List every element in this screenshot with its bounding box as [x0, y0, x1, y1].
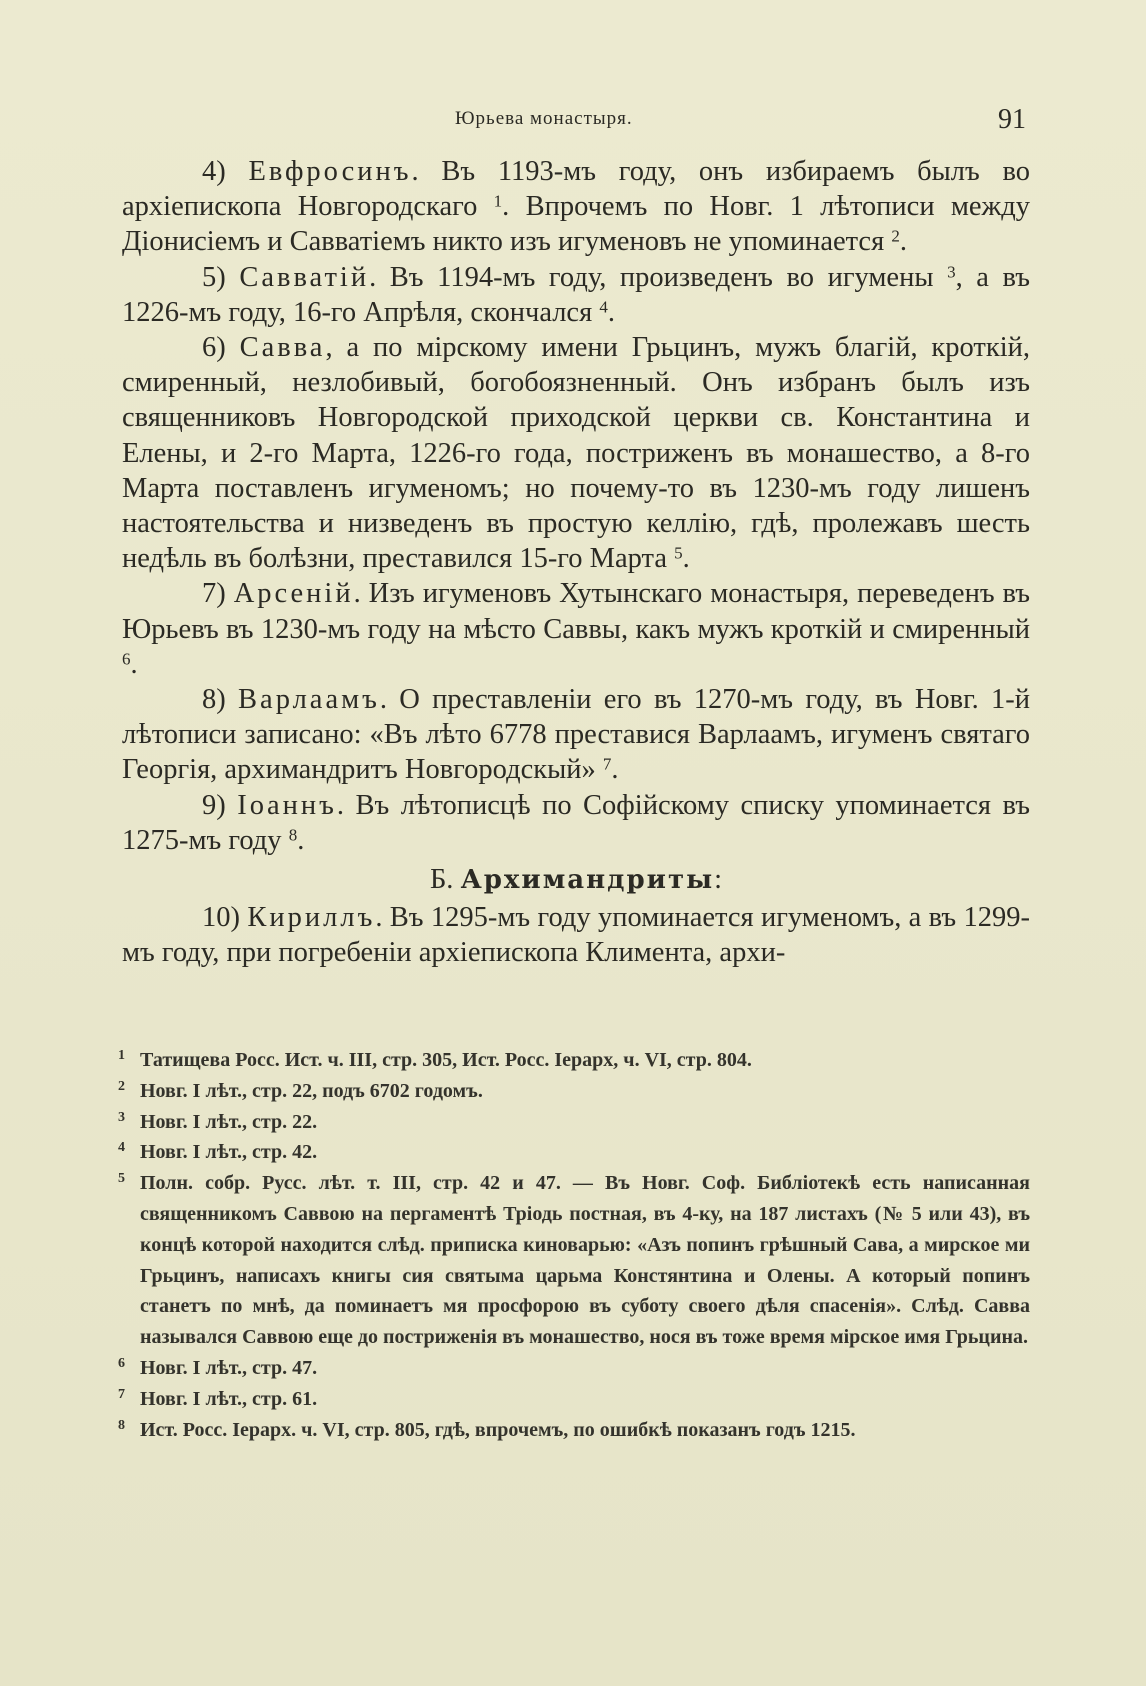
footnote-mark: 8: [118, 1417, 125, 1433]
footnote-text: Татищева Росс. Ист. ч. III, стр. 305, Ист. Росс. Іерарх, ч. VI, стр. 804.: [140, 1049, 752, 1071]
running-title: Юрьева монастыря.: [455, 108, 633, 129]
footnote-mark: 1: [118, 1048, 125, 1063]
footnote-ref: 4: [599, 297, 608, 317]
footnote-ref: 7: [602, 754, 612, 774]
footnote-text: Новг. I лѣт., стр. 22, подъ 6702 годомъ.: [140, 1079, 483, 1102]
entry-text: , а по мірскому имени Грьцинъ, мужъ благій, кроткій, смиренный, незлобивый, богобоязненный. Онъ избранъ былъ изъ священниковъ Новгородской приходской церкви св. Константина и Елены, и 2-го Марта, 1226-го года, постриженъ въ монашество, а 8-го Марта поставленъ игуменомъ; но почему-то въ 1230-мъ году лишенъ настоятельства и низведенъ въ простую келлію, гдѣ, пролежавъ шесть недѣль въ болѣзни, преставился 15-го Марта: [122, 332, 1031, 575]
entry-name: Евфросинъ: [248, 156, 412, 187]
footnote-text: Новг. I лѣт., стр. 42.: [140, 1141, 318, 1164]
footnote-mark: 2: [118, 1078, 125, 1094]
footnote-text: Полн. собр. Русс. лѣт. т. III, стр. 42 и 47. — Въ Новг. Соф. Библіотекѣ есть написанная священникомъ Саввою на пергаментѣ Тріодь постная, въ 4-ку, на 187 листахъ (№ 5 или 43), въ концѣ которой находится слѣд. приписка киноварью: «Азъ попинъ грѣшный Сава, а мирское ми Грьцинъ, написахъ книгы сия святыма царьма Констянтина и Олены. А который попинъ станетъ по мнѣ, да поминаетъ мя просфорою въ суботу своего дѣля спасенія». Слѣд. Савва назывался Саввою еще до постриженія въ монашество, нося въ тоже время мірское имя Грьцина.: [140, 1172, 1030, 1349]
entry-paragraph: [122, 330, 1030, 576]
main-text: [122, 154, 1030, 971]
entry-number: 5): [202, 261, 226, 293]
entry-text: . Въ 1193-мъ году, онъ избираемъ былъ во архіепископа Новгородскаго: [122, 156, 1030, 223]
footnote: [118, 1137, 1030, 1168]
footnote: [118, 1353, 1030, 1384]
entry-name: Варлаамъ: [238, 684, 380, 716]
entry-text: .: [899, 226, 907, 258]
entry-number: 10): [202, 902, 240, 934]
entry-text: . Въ 1295-мъ году упоминается игуменомъ, а въ 1299-мъ году, при погребеніи архіепископа Климента, архи-: [122, 902, 1031, 969]
entry-text: . О преставленіи его въ 1270-мъ году, въ Новг. 1-й лѣтописи записано: «Въ лѣто 6778 преставися Варлаамъ, игуменъ святаго Георгія, архимандритъ Новгородскый»: [122, 684, 1031, 786]
footnote: [118, 1168, 1030, 1353]
footnote-mark: 7: [118, 1386, 125, 1402]
entry-paragraph: [122, 682, 1030, 788]
footnote-text: Новг. I лѣт., стр. 47.: [140, 1356, 318, 1379]
entry-text: . Изъ игуменовъ Хутынскаго монастыря, переведенъ въ Юрьевъ въ 1230-мъ году на мѣсто Саввы, какъ мужъ кроткій и смиренный: [122, 578, 1031, 645]
footnote-mark: 4: [118, 1140, 125, 1156]
footnote-mark: 6: [118, 1355, 125, 1371]
entry-number: 4): [202, 156, 226, 187]
entry-number: 7): [202, 578, 226, 610]
entry-paragraph: [122, 576, 1030, 682]
entry-name: Кириллъ: [247, 902, 376, 934]
page-number: 91: [998, 104, 1026, 135]
footnotes: [118, 1045, 1030, 1445]
entry-number: 6): [202, 332, 226, 364]
footnote: [118, 1045, 1030, 1076]
entry-text: . Впрочемъ по Новг. 1 лѣтописи между Діонисіемъ и Савватіемъ никто изъ игуменовъ не упоминается: [122, 191, 1030, 258]
entry-text: .: [611, 754, 619, 786]
entry-name: Савва: [239, 332, 326, 364]
entry-paragraph: [122, 788, 1030, 858]
entry-paragraph: [122, 900, 1030, 970]
footnote-mark: 5: [118, 1171, 125, 1187]
footnote-text: Ист. Росс. Іерарх. ч. VI, стр. 805, гдѣ, впрочемъ, по ошибкѣ показанъ годъ 1215.: [140, 1418, 856, 1441]
entry-text: .: [297, 824, 305, 856]
entry-text: . Въ лѣтописцѣ по Софійскому списку упоминается въ 1275-мъ году: [122, 789, 1031, 856]
entry-paragraph: [122, 154, 1030, 260]
entry-paragraph: [122, 260, 1030, 330]
footnote: [118, 1384, 1030, 1415]
entry-number: 9): [202, 789, 226, 821]
footnote-ref: 1: [493, 191, 503, 211]
footnote-mark: 3: [118, 1109, 125, 1125]
entry-number: 8): [202, 684, 226, 716]
footnote-ref: 2: [891, 226, 900, 246]
section-prefix: Б.: [429, 864, 461, 896]
entry-name: Іоаннъ: [237, 789, 337, 821]
entry-text: .: [607, 296, 615, 328]
entry-name: Савватій: [239, 261, 370, 293]
footnote-text: Новг. I лѣт., стр. 22.: [140, 1110, 318, 1133]
section-title: Архимандриты: [460, 865, 715, 896]
footnote-ref: 8: [288, 825, 298, 845]
footnote-ref: 5: [674, 543, 683, 563]
footnote-ref: 6: [122, 649, 131, 669]
entry-text: .: [130, 648, 138, 680]
footnote-ref: 3: [947, 262, 956, 282]
footnote: [118, 1415, 1030, 1446]
footnote: [118, 1107, 1030, 1138]
footnote: [118, 1076, 1030, 1107]
footnote-text: Новг. I лѣт., стр. 61.: [140, 1387, 318, 1410]
entry-text: . Въ 1194-мъ году, произведенъ во игумены: [369, 261, 948, 293]
entry-text: .: [682, 543, 690, 575]
section-heading: [122, 862, 1030, 898]
entry-name: Арсеній: [233, 578, 354, 610]
entry-text: , а въ 1226-мъ году, 16-го Апрѣля, скончался: [122, 261, 1031, 328]
section-suffix: :: [714, 864, 723, 896]
